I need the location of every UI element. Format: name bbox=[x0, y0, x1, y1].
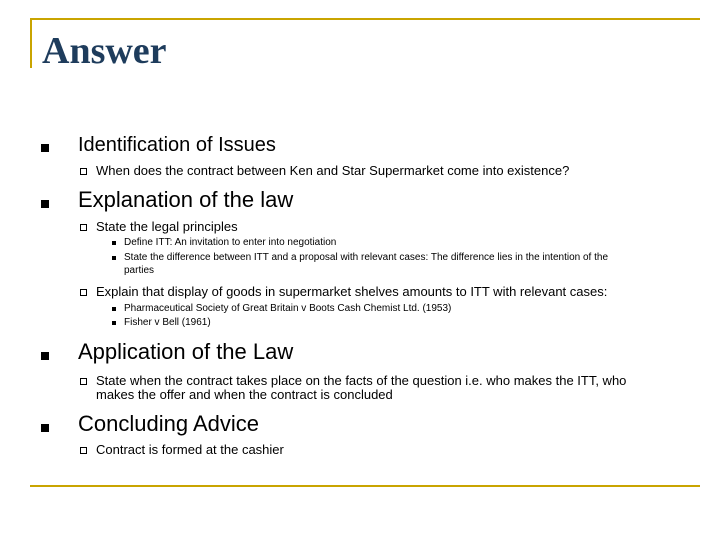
principles-item: Define ITT: An invitation to enter into negotiation bbox=[124, 237, 337, 248]
square-bullet-icon bbox=[41, 144, 49, 152]
principles-item: State the difference between ITT and a proposal with relevant cases: The difference lies in the intention of the bbox=[124, 252, 609, 263]
conclusion-item: Contract is formed at the cashier bbox=[96, 442, 284, 457]
application-line: State when the contract takes place on the facts of the question i.e. who makes the ITT, who bbox=[96, 373, 627, 388]
hollow-square-bullet-icon bbox=[80, 168, 87, 175]
display-item: Fisher v Bell (1961) bbox=[124, 317, 211, 328]
display-item: Pharmaceutical Society of Great Britain v Boots Cash Chemist Ltd. (1953) bbox=[124, 303, 452, 314]
small-square-bullet-icon bbox=[112, 321, 116, 325]
square-bullet-icon bbox=[41, 424, 49, 432]
hollow-square-bullet-icon bbox=[80, 378, 87, 385]
issues-heading: Identification of Issues bbox=[78, 134, 276, 156]
conclusion-heading: Concluding Advice bbox=[78, 411, 260, 436]
hollow-square-bullet-icon bbox=[80, 289, 87, 296]
principles-item-continuation: parties bbox=[124, 265, 155, 276]
frame-top-rule bbox=[30, 18, 700, 20]
small-square-bullet-icon bbox=[112, 241, 116, 245]
frame-left-rule bbox=[30, 18, 32, 68]
hollow-square-bullet-icon bbox=[80, 447, 87, 454]
principles-label: State the legal principles bbox=[96, 219, 238, 234]
issues-item: When does the contract between Ken and Star Supermarket come into existence? bbox=[96, 163, 570, 178]
hollow-square-bullet-icon bbox=[80, 224, 87, 231]
square-bullet-icon bbox=[41, 352, 49, 360]
frame-bottom-rule bbox=[30, 485, 700, 487]
law-heading: Explanation of the law bbox=[78, 187, 294, 212]
slide-title: Answer bbox=[42, 30, 167, 72]
small-square-bullet-icon bbox=[112, 307, 116, 311]
small-square-bullet-icon bbox=[112, 256, 116, 260]
application-line: makes the offer and when the contract is concluded bbox=[96, 387, 393, 402]
square-bullet-icon bbox=[41, 200, 49, 208]
application-heading: Application of the Law bbox=[78, 339, 294, 364]
display-label: Explain that display of goods in supermarket shelves amounts to ITT with relevant cases: bbox=[96, 284, 608, 299]
